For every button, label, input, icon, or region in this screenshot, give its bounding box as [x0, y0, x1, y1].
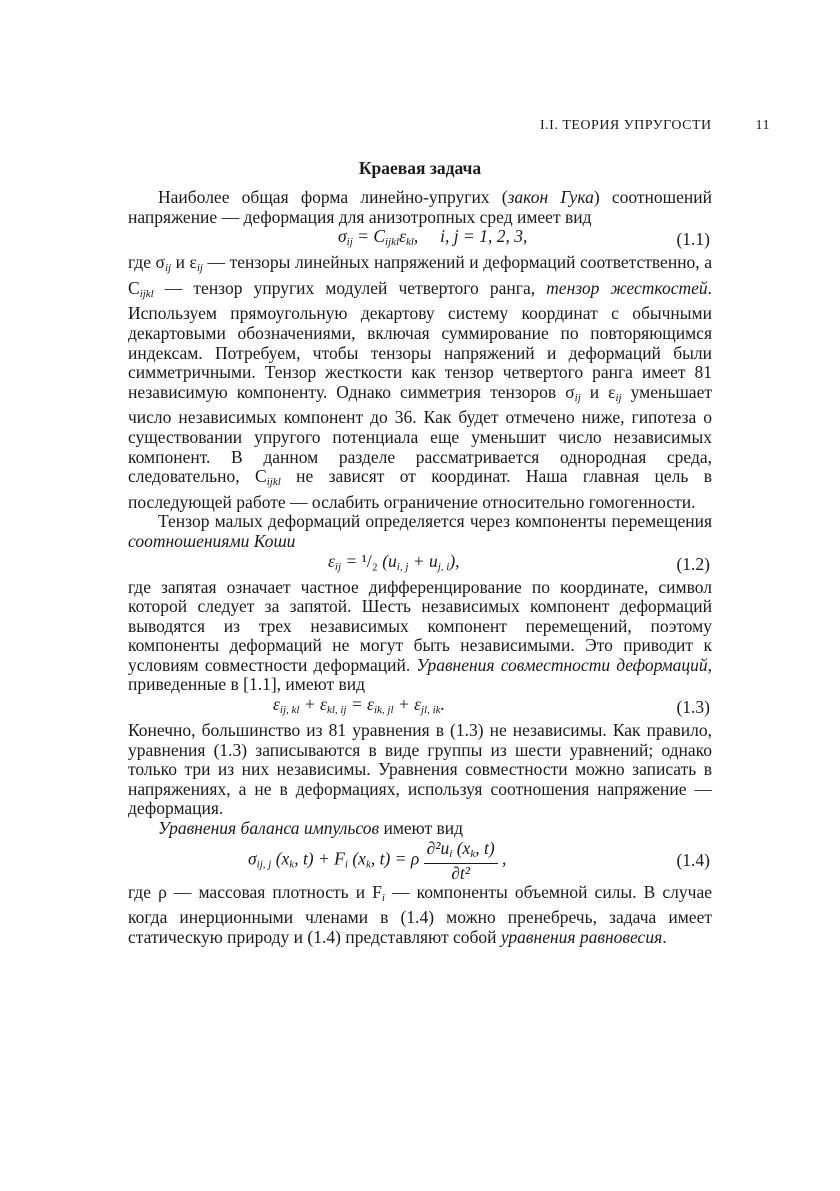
equation-number: (1.4)	[676, 849, 710, 870]
body-text	[128, 188, 712, 947]
section-title: Краевая задача	[358, 158, 482, 178]
paragraph-7: где ρ — массовая плотность и $F_i$ — компоненты объемной силы. В случае когда инерционными членами в (1.4) можно пренебречь, задача имеет статическую природу и (1.4) представляют собой уравнения равновесия.	[128, 881, 712, 947]
page-number: 11	[755, 118, 770, 133]
paragraph-2: где $\sigma_{ij}$ и $\varepsilon_{ij}$ — тензоры линейных напряжений и деформаций соответственно, а $C_{ijkl}$ — тензор упругих модулей четвертого ранга, тензор жесткостей. Используем прямоугольную декартову систему координат с обычными декартовыми обозначениями, включая суммирование по повторяющимся индексам. Потребуем, чтобы тензоры напряжений и деформаций были симметричными. Тензор жесткости как тензор четвертого ранга имеет 81 независимую компоненту. Однако симметрия тензоров $\sigma_{ij}$ и $\varepsilon_{ij}$ уменьшает число независимых компонент до 36. Как будет отмечено ниже, гипотеза о существовании упругого потенциала еще уменьшит число независимых компонент. В данном разделе рассматривается однородная среда, следовательно, $C_{ijkl}$ не зависят от координат. Наша главная цель в последующей работе — ослабить ограничение относительно гомогенности.	[128, 252, 712, 512]
paragraph-5: Конечно, большинство из 81 уравнения в (1.3) не независимы. Как правило, уравнения (1.3) записываются в виде группы из шести уравнений; однако только три из них независимы. Уравнения совместности можно записать в напряжениях, а не в деформациях, используя соотношения напряжение — деформация.	[128, 720, 712, 819]
paragraph-1: Наиболее общая форма линейно-упругих (закон Гука) соотношений напряжение — деформация для анизотропных сред имеет вид	[128, 187, 713, 227]
equation-1-3: $\varepsilon_{ij, kl} + \varepsilon_{kl, ij} = \varepsilon_{ik, jl} + \varepsilon_{jl, ik}$. (1.3)	[273, 694, 710, 718]
equation-1-2: $\varepsilon_{ij} = ^1/_2$ $(u_{i, j} + u_{j, i})$, (1.2)	[328, 550, 710, 574]
equation-1-1: $\sigma_{ij} = C_{ijkl}\varepsilon_{kl}$, i, j = 1, 2, 3, (1.1)	[338, 226, 710, 250]
section-label: I.I. ТЕОРИЯ УПРУГОСТИ	[540, 118, 712, 133]
equation-1-4: $\sigma_{ij, j}$ ($x_k$, $t) + F_i$ ($x_k$, t) = ρ $\frac{\partial^2u_i (x_k, t)}{\text{∂t²}}$ , (1.4)	[248, 838, 710, 884]
equation-number: (1.3)	[676, 697, 710, 718]
paragraph-4: где запятая означает частное дифференцирование по координате, символ которой следует за запятой. Шесть независимых компонент деформаций выводятся из трех независимых компонент перемещений, поэтому компоненты деформаций не могут быть независимыми. Это приводит к условиям совместности деформаций. Уравнения совместности деформаций, приведенные в [1.1], имеют вид	[128, 576, 712, 695]
equation-number: (1.2)	[676, 553, 710, 574]
running-head	[540, 118, 770, 134]
paragraph-3: Тензор малых деформаций определяется через компоненты перемещения соотношениями Коши	[128, 511, 712, 551]
equation-number: (1.1)	[676, 229, 710, 250]
paragraph-6: Уравнения баланса импульсов имеют вид	[158, 818, 464, 839]
